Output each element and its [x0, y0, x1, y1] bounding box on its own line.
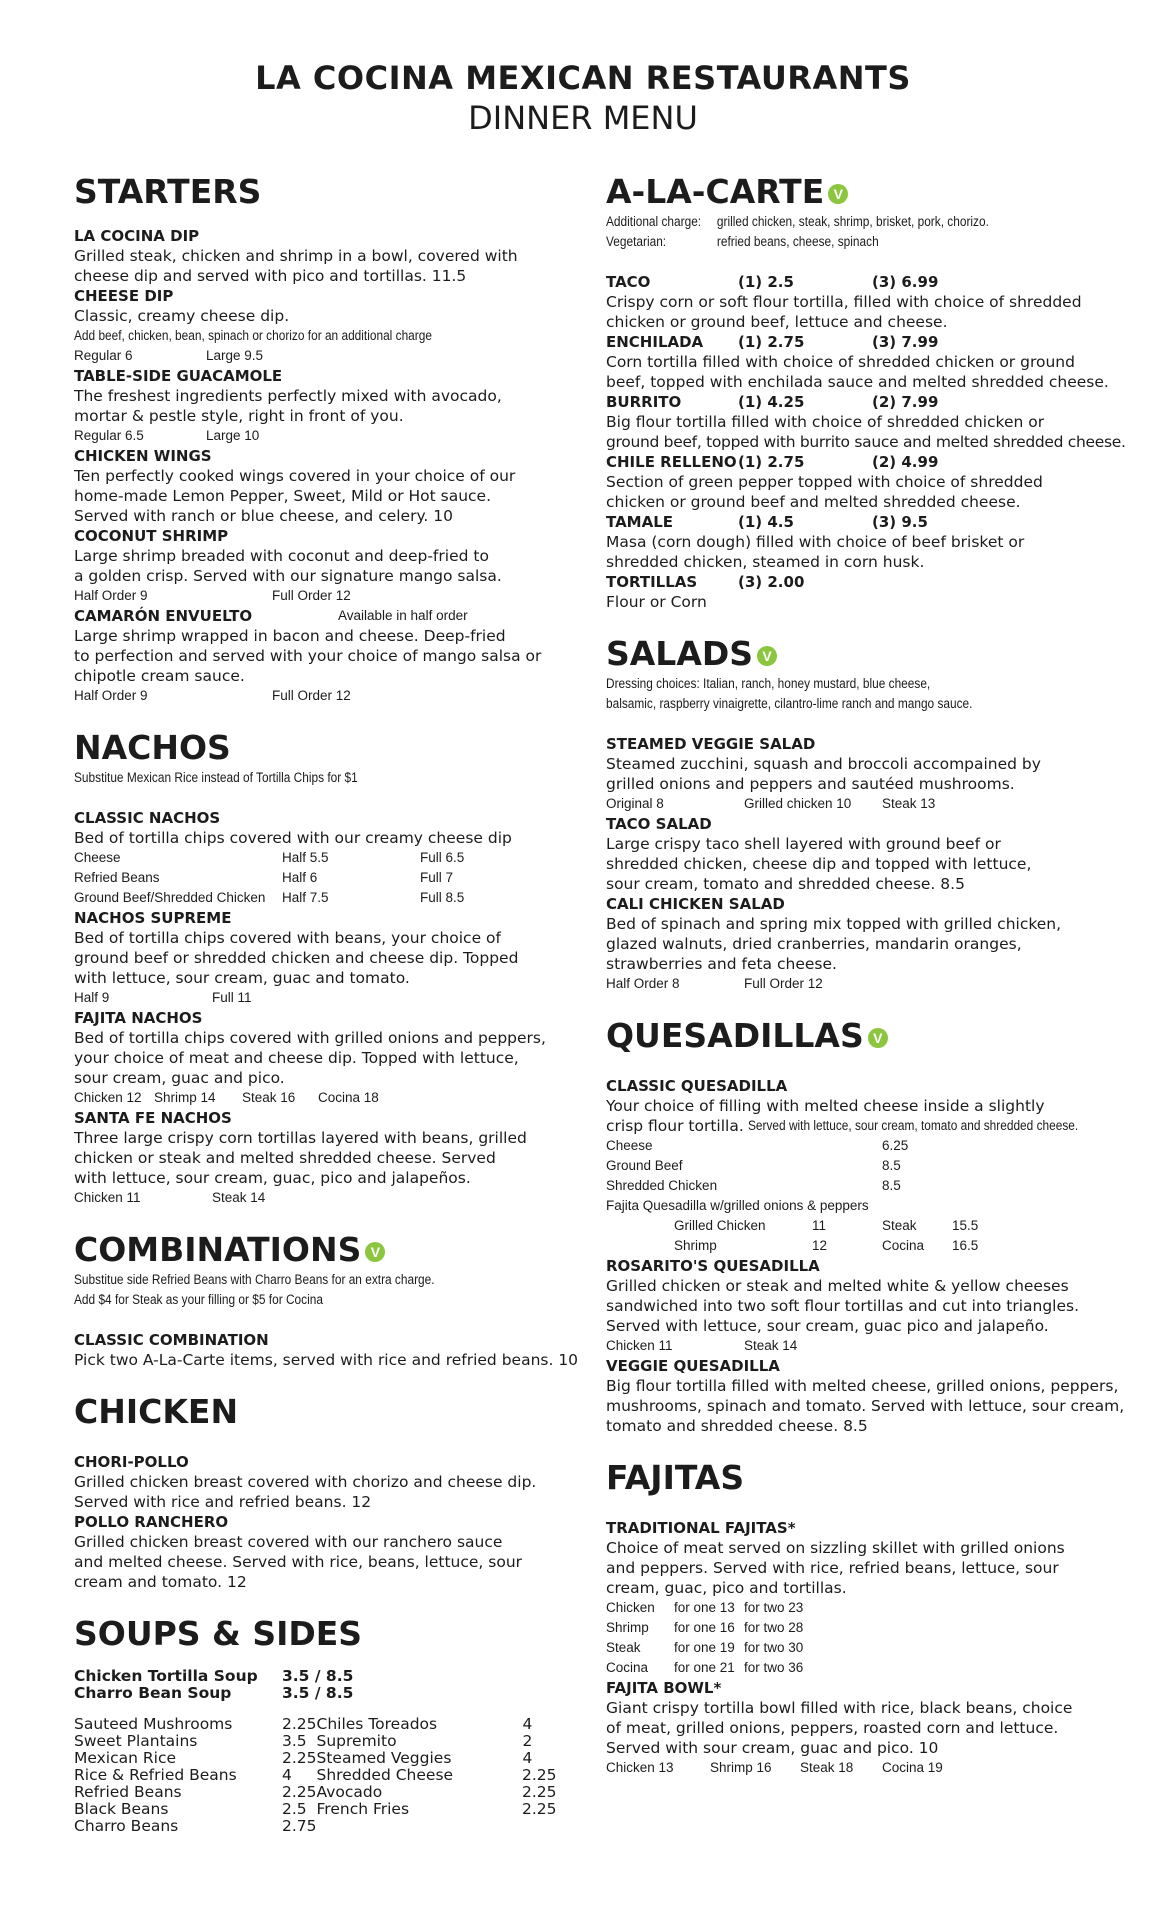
item-desc: Masa (corn dough) filled with choice of beef brisket or — [606, 533, 1025, 551]
item-desc: a golden crisp. Served with our signature mango salsa. — [74, 567, 502, 585]
menu-item — [606, 332, 1126, 392]
list-item: Refried Beans 2.25 — [74, 1783, 317, 1801]
price-row — [74, 426, 554, 446]
item-desc: and peppers. Served with rice, refried beans, lettuce, sour — [606, 1559, 1059, 1577]
item-desc: Crispy corn or soft flour tortilla, filled with choice of shredded — [606, 293, 1082, 311]
item-desc: Bed of tortilla chips covered with beans, your choice of — [74, 929, 501, 947]
item-name: VEGGIE QUESADILLA — [606, 1357, 780, 1375]
list-item: Black Beans 2.5 — [74, 1800, 307, 1818]
item-desc: chicken or steak and melted shredded cheese. Served — [74, 1149, 496, 1167]
vegetarian-icon: V — [757, 646, 777, 666]
price-label: Refried Beans — [74, 870, 160, 885]
item-desc: ground beef or shredded chicken and cheese dip. Topped — [74, 949, 519, 967]
list-item: Chiles Toreados 4 — [316, 1715, 533, 1733]
item-name: CLASSIC NACHOS — [74, 809, 221, 827]
salads-section — [606, 634, 1126, 994]
item-desc: Grilled chicken breast covered with our ranchero sauce — [74, 1533, 503, 1551]
item-desc: with lettuce, sour cream, guac and tomato. — [74, 969, 410, 987]
menu-item — [74, 1330, 579, 1370]
item-name: CHILE RELLENO — [606, 453, 737, 471]
price-row: Shrimp for one 16 for two 28 — [606, 1620, 804, 1635]
menu-item — [74, 606, 554, 706]
menu-item — [74, 1008, 554, 1108]
right-column — [606, 172, 1126, 1778]
price: Half 7.5 — [282, 890, 329, 905]
price-row — [74, 988, 554, 1008]
item-desc: grilled onions and peppers and sautéed mushrooms. — [606, 775, 1015, 793]
item-desc: cream, guac, pico and tortillas. — [606, 1579, 847, 1597]
item-desc: chicken or ground beef and melted shredded cheese. — [606, 493, 1021, 511]
item-desc: Grilled steak, chicken and shrimp in a bowl, covered with — [74, 247, 518, 265]
section-title: NACHOS — [74, 728, 231, 767]
item-name: BURRITO — [606, 393, 682, 411]
item-desc: shredded chicken, steamed in corn husk. — [606, 553, 925, 571]
price: (1) 2.5 — [738, 273, 794, 291]
item-desc: Section of green pepper topped with choice of shredded — [606, 473, 1043, 491]
section-note: Add $4 for Steak as your filling or $5 for Cocina — [74, 1292, 323, 1307]
item-name: TRADITIONAL FAJITAS* — [606, 1519, 796, 1537]
item-name: CHORI-POLLO — [74, 1453, 189, 1471]
section-note: Dressing choices: Italian, ranch, honey mustard, blue cheese, — [606, 676, 931, 691]
item-desc: Served with rice and refried beans. 12 — [74, 1493, 372, 1511]
menu-item — [606, 512, 1126, 572]
list-item: Chicken Tortilla Soup 3.5 / 8.5 — [74, 1667, 354, 1685]
vegetarian-icon: V — [365, 1242, 385, 1262]
item-desc: beef, topped with enchilada sauce and melted shredded cheese. — [606, 373, 1109, 391]
charge-row: Additional charge: grilled chicken, steak, shrimp, brisket, pork, chorizo. — [606, 214, 989, 229]
menu-item — [606, 814, 1126, 894]
list-item: Rice & Refried Beans 4 — [74, 1766, 292, 1784]
left-column — [74, 172, 579, 1835]
price: (3) 2.00 — [738, 573, 805, 591]
list-item: Shredded Cheese 2.25 — [316, 1766, 557, 1784]
vegetarian-icon: V — [868, 1028, 888, 1048]
price: Large 9.5 — [206, 348, 264, 363]
list-item: Avocado 2.25 — [316, 1783, 557, 1801]
list-item: Steamed Veggies 4 — [316, 1749, 533, 1767]
item-name: CALI CHICKEN SALAD — [606, 895, 785, 913]
item-desc: Classic, creamy cheese dip. — [74, 307, 290, 325]
price-row: Cheese 6.25 — [606, 1138, 909, 1153]
item-note: Served with lettuce, sour cream, tomato and shredded cheese. — [747, 1118, 1078, 1133]
item-desc: tomato and shredded cheese. 8.5 — [606, 1417, 868, 1435]
list-item: Sauteed Mushrooms 2.25 — [74, 1715, 317, 1733]
section-title: SOUPS & SIDES — [74, 1614, 363, 1653]
list-item: Charro Bean Soup 3.5 / 8.5 — [74, 1684, 354, 1702]
item-desc: sour cream, guac and pico. — [74, 1069, 285, 1087]
price-row — [74, 346, 554, 366]
item-desc: Served with ranch or blue cheese, and celery. 10 — [74, 507, 454, 525]
price-row: Cocina for one 21 for two 36 — [606, 1660, 804, 1675]
price: (3) 7.99 — [872, 333, 939, 351]
item-desc: Grilled chicken breast covered with chorizo and cheese dip. — [74, 1473, 537, 1491]
price-row: Grilled Chicken 11 Steak 15.5 — [674, 1218, 979, 1233]
price-row: Ground Beef 8.5 — [606, 1158, 901, 1173]
price-row: Shrimp 12 Cocina 16.5 — [674, 1238, 979, 1253]
price: Chicken 11 — [74, 1190, 141, 1205]
menu-item — [606, 1076, 1126, 1256]
price-row: Shredded Chicken 8.5 — [606, 1178, 901, 1193]
menu-header — [0, 58, 1166, 138]
menu-item — [606, 452, 1126, 512]
chicken-section — [74, 1392, 554, 1592]
item-name: CHICKEN WINGS — [74, 447, 212, 465]
price: Half 6 — [282, 870, 318, 885]
charge-row: Vegetarian: refried beans, cheese, spinach — [606, 234, 879, 249]
price-label: Cheese — [74, 850, 121, 865]
item-desc: The freshest ingredients perfectly mixed with avocado, — [74, 387, 502, 405]
price-label: Fajita Quesadilla w/grilled onions & peppers — [606, 1198, 869, 1213]
item-desc: to perfection and served with your choice of mango salsa or — [74, 647, 542, 665]
sides-list — [74, 1715, 557, 1835]
menu-item — [74, 1512, 554, 1592]
item-desc: home-made Lemon Pepper, Sweet, Mild or Hot sauce. — [74, 487, 492, 505]
item-name: TORTILLAS — [606, 573, 698, 591]
menu-item — [74, 808, 554, 908]
menu-item — [74, 446, 554, 526]
item-desc: ground beef, topped with burrito sauce and melted shredded cheese. — [606, 433, 1126, 451]
price: Full 7 — [420, 870, 454, 885]
menu-item — [74, 1108, 554, 1208]
starters-section — [74, 172, 554, 706]
item-name: FAJITA BOWL* — [606, 1679, 722, 1697]
price: (3) 6.99 — [872, 273, 939, 291]
item-desc: with lettuce, sour cream, guac, pico and jalapeños. — [74, 1169, 471, 1187]
item-desc: and melted cheese. Served with rice, beans, lettuce, sour — [74, 1553, 523, 1571]
price: Chicken 12 — [74, 1090, 142, 1105]
menu-item — [606, 572, 1126, 612]
price: Full Order 12 — [272, 588, 351, 603]
item-name: CHEESE DIP — [74, 287, 174, 305]
price: (2) 7.99 — [872, 393, 939, 411]
price-row — [74, 848, 554, 868]
price: Shrimp 14 — [154, 1090, 216, 1105]
item-desc: chicken or ground beef, lettuce and cheese. — [606, 313, 948, 331]
item-name: ROSARITO'S QUESADILLA — [606, 1257, 820, 1275]
price: Half Order 9 — [74, 588, 148, 603]
quesadillas-section — [606, 1016, 1126, 1436]
item-name: TABLE-SIDE GUACAMOLE — [74, 367, 283, 385]
item-desc: Ten perfectly cooked wings covered in your choice of our — [74, 467, 516, 485]
price-row — [74, 888, 554, 908]
section-title: COMBINATIONS V — [74, 1230, 554, 1270]
item-name: COCONUT SHRIMP — [74, 527, 229, 545]
section-note: Substitue Mexican Rice instead of Tortilla Chips for $1 — [74, 770, 358, 785]
menu-item — [606, 1256, 1126, 1356]
menu-item — [606, 894, 1126, 994]
list-item: Supremito 2 — [316, 1732, 533, 1750]
section-note: Substitue side Refried Beans with Charro Beans for an extra charge. — [74, 1272, 435, 1287]
price: Full Order 12 — [272, 688, 351, 703]
item-name: TACO — [606, 273, 651, 291]
item-name: FAJITA NACHOS — [74, 1009, 203, 1027]
list-item: Mexican Rice 2.25 — [74, 1749, 317, 1767]
price-row — [74, 1188, 554, 1208]
item-desc: cheese dip and served with pico and tortillas. 11.5 — [74, 267, 467, 285]
item-desc: chipotle cream sauce. — [74, 667, 245, 685]
item-desc: Big flour tortilla filled with melted cheese, grilled onions, peppers, — [606, 1377, 1119, 1395]
price: Full 6.5 — [420, 850, 465, 865]
item-name: NACHOS SUPREME — [74, 909, 232, 927]
section-title: CHICKEN — [74, 1392, 239, 1431]
price: Half 9 — [74, 990, 110, 1005]
menu-item — [606, 272, 1126, 332]
item-desc: Served with sour cream, guac and pico. 10 — [606, 1739, 939, 1757]
item-desc: sandwiched into two soft flour tortillas and cut into triangles. — [606, 1297, 1080, 1315]
price: Cocina 18 — [318, 1090, 379, 1105]
price-row: Chicken for one 13 for two 23 — [606, 1600, 804, 1615]
price-row: Steak for one 19 for two 30 — [606, 1640, 804, 1655]
list-item: Sweet Plantains 3.5 — [74, 1732, 307, 1750]
item-desc: Giant crispy tortilla bowl filled with rice, black beans, choice — [606, 1699, 1073, 1717]
price-row: Original 8 Grilled chicken 10 Steak 13 — [606, 796, 936, 811]
price-row: Half Order 8 Full Order 12 — [606, 976, 823, 991]
fajitas-section — [606, 1458, 1126, 1778]
item-desc: Large shrimp breaded with coconut and deep-fried to — [74, 547, 489, 565]
menu-item — [606, 1518, 1126, 1678]
item-name: SANTA FE NACHOS — [74, 1109, 232, 1127]
nachos-section — [74, 728, 554, 1208]
menu-item — [74, 286, 554, 366]
price: (3) 9.5 — [872, 513, 928, 531]
alacarte-section — [606, 172, 1126, 612]
item-desc: Corn tortilla filled with choice of shredded chicken or ground — [606, 353, 1075, 371]
item-desc: Bed of tortilla chips covered with our creamy cheese dip — [74, 829, 512, 847]
item-desc: sour cream, tomato and shredded cheese. 8.5 — [606, 875, 965, 893]
price: (1) 2.75 — [738, 453, 805, 471]
item-name: TAMALE — [606, 513, 674, 531]
menu-item — [606, 1356, 1126, 1436]
price: Full 8.5 — [420, 890, 465, 905]
item-desc: glazed walnuts, dried cranberries, mandarin oranges, — [606, 935, 1022, 953]
price-row — [74, 868, 554, 888]
item-name: LA COCINA DIP — [74, 227, 200, 245]
price: Full 11 — [212, 990, 252, 1005]
price-row — [74, 686, 554, 706]
price-row — [74, 1088, 554, 1108]
menu-item — [606, 392, 1126, 452]
item-desc: cream and tomato. 12 — [74, 1573, 247, 1591]
item-name: CAMARÓN ENVUELTO — [74, 607, 253, 625]
price: (1) 4.5 — [738, 513, 794, 531]
item-name: POLLO RANCHERO — [74, 1513, 229, 1531]
price: (2) 4.99 — [872, 453, 939, 471]
price: Steak 14 — [212, 1190, 266, 1205]
price: (1) 2.75 — [738, 333, 805, 351]
price: Regular 6.5 — [74, 428, 144, 443]
restaurant-name: LA COCINA MEXICAN RESTAURANTS — [255, 59, 911, 97]
item-note: Available in half order — [338, 608, 468, 623]
item-name: TACO SALAD — [606, 815, 712, 833]
price: Half 5.5 — [282, 850, 329, 865]
item-desc: mortar & pestle style, right in front of you. — [74, 407, 404, 425]
section-note: balsamic, raspberry vinaigrette, cilantro-lime ranch and mango sauce. — [606, 696, 973, 711]
menu-item — [74, 526, 554, 606]
section-title: STARTERS — [74, 172, 262, 211]
item-desc: Three large crispy corn tortillas layered with beans, grilled — [74, 1129, 527, 1147]
item-desc: Large crispy taco shell layered with ground beef or — [606, 835, 1001, 853]
item-name: STEAMED VEGGIE SALAD — [606, 735, 816, 753]
price: Regular 6 — [74, 348, 133, 363]
section-title: A-LA-CARTE V — [606, 172, 1126, 212]
item-desc: shredded chicken, cheese dip and topped with lettuce, — [606, 855, 1032, 873]
item-name: ENCHILADA — [606, 333, 704, 351]
soups-list — [74, 1668, 554, 1702]
item-desc: crisp flour tortilla. — [606, 1117, 744, 1135]
menu-item — [606, 734, 1126, 814]
item-desc: Served with lettuce, sour cream, guac pico and jalapeño. — [606, 1317, 1049, 1335]
section-title: FAJITAS — [606, 1458, 745, 1497]
item-desc: Bed of tortilla chips covered with grilled onions and peppers, — [74, 1029, 546, 1047]
list-item: French Fries 2.25 — [316, 1800, 557, 1818]
list-item: Charro Beans 2.75 — [74, 1817, 317, 1835]
menu-item — [74, 226, 554, 286]
item-desc: Big flour tortilla filled with choice of shredded chicken or — [606, 413, 1045, 431]
price: Half Order 9 — [74, 688, 148, 703]
price-row — [74, 586, 554, 606]
item-desc: strawberries and feta cheese. — [606, 955, 837, 973]
section-title: QUESADILLAS V — [606, 1016, 1126, 1056]
price-row: Chicken 11 Steak 14 — [606, 1338, 798, 1353]
vegetarian-icon: V — [828, 184, 848, 204]
item-name: CLASSIC COMBINATION — [74, 1331, 269, 1349]
price-label: Ground Beef/Shredded Chicken — [74, 890, 266, 905]
menu-item — [74, 366, 554, 446]
item-desc: your choice of meat and cheese dip. Topped with lettuce, — [74, 1049, 519, 1067]
combinations-section — [74, 1230, 579, 1370]
item-desc: Large shrimp wrapped in bacon and cheese. Deep-fried — [74, 627, 506, 645]
item-desc: mushrooms, spinach and tomato. Served with lettuce, sour cream, — [606, 1397, 1125, 1415]
menu-item — [74, 908, 554, 1008]
item-desc: Bed of spinach and spring mix topped with grilled chicken, — [606, 915, 1062, 933]
menu-item — [74, 1452, 554, 1512]
price-row: Chicken 13 Shrimp 16 Steak 18 Cocina 19 — [606, 1760, 943, 1775]
item-desc: Flour or Corn — [606, 593, 707, 611]
price: Large 10 — [206, 428, 260, 443]
menu-title: DINNER MENU — [468, 99, 698, 137]
item-desc: Your choice of filling with melted cheese inside a slightly — [606, 1097, 1045, 1115]
soups-sides-section — [74, 1614, 557, 1835]
item-note: Add beef, chicken, bean, spinach or chorizo for an additional charge — [74, 328, 432, 343]
item-desc: of meat, grilled onions, peppers, roasted corn and lettuce. — [606, 1719, 1059, 1737]
item-desc: Steamed zucchini, squash and broccoli accompained by — [606, 755, 1041, 773]
price: (1) 4.25 — [738, 393, 805, 411]
item-desc: Pick two A-La-Carte items, served with rice and refried beans. 10 — [74, 1351, 579, 1369]
item-desc: Grilled chicken or steak and melted white & yellow cheeses — [606, 1277, 1069, 1295]
section-title: SALADS V — [606, 634, 1126, 674]
item-name: CLASSIC QUESADILLA — [606, 1077, 788, 1095]
menu-item — [606, 1678, 1126, 1778]
price: Steak 16 — [242, 1090, 296, 1105]
item-desc: Choice of meat served on sizzling skillet with grilled onions — [606, 1539, 1065, 1557]
